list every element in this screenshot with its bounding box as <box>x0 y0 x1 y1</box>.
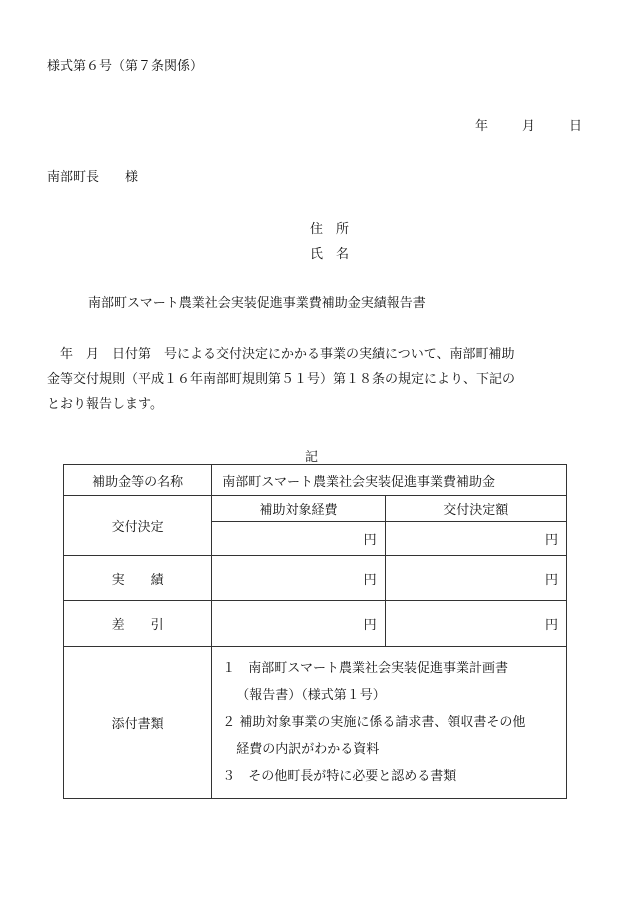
col-subsidy-cost: 補助対象経費 <box>212 496 385 522</box>
actual-amount-cell: 円 <box>385 556 566 601</box>
date-day: 日 <box>568 119 582 134</box>
decision-amount-cell: 円 <box>385 522 566 556</box>
decision-label: 交付決定 <box>64 496 212 556</box>
difference-cost-cell: 円 <box>212 601 385 647</box>
actual-label: 実 績 <box>64 556 212 601</box>
actual-cost-cell: 円 <box>212 556 385 601</box>
body-line: とおり報告します。 <box>47 397 163 412</box>
form-number: 様式第６号（第７条関係） <box>47 59 204 74</box>
record-label: 記 <box>305 450 319 465</box>
attachment-item: ２ 補助対象事業の実施に係る請求書、領収書その他 <box>222 715 526 730</box>
date-month: 月 <box>521 119 535 134</box>
attachment-item-cont: （報告書）（様式第１号） <box>236 688 386 703</box>
difference-amount-cell: 円 <box>385 601 566 647</box>
attachment-item: １ 南部町スマート農業社会実装促進事業計画書 <box>222 661 509 676</box>
attachment-item-cont: 経費の内訳がわかる資料 <box>236 742 380 757</box>
body-text <box>47 342 583 417</box>
report-date <box>475 115 582 134</box>
attachments-list <box>212 647 567 799</box>
body-line: 金等交付規則（平成１６年南部町規則第５１号）第１８条の規定により、下記の <box>47 372 516 387</box>
report-table <box>63 464 567 799</box>
attachment-item: ３ その他町長が特に必要と認める書類 <box>222 769 457 784</box>
subsidy-name-value: 南部町スマート農業社会実装促進事業費補助金 <box>212 465 567 496</box>
address-label: 住 所 <box>310 222 350 237</box>
col-decision-amount: 交付決定額 <box>385 496 566 522</box>
name-label: 氏 名 <box>310 247 350 262</box>
decision-cost-cell: 円 <box>212 522 385 556</box>
difference-label: 差 引 <box>64 601 212 647</box>
body-line: 年 月 日付第 号による交付決定にかかる事業の実績について、南部町補助 <box>47 347 515 362</box>
addressee: 南部町長 様 <box>47 170 139 185</box>
attachments-label: 添付書類 <box>64 647 212 799</box>
date-year: 年 <box>474 119 488 134</box>
subsidy-name-label: 補助金等の名称 <box>64 465 212 496</box>
document-title: 南部町スマート農業社会実装促進事業費補助金実績報告書 <box>88 296 426 311</box>
